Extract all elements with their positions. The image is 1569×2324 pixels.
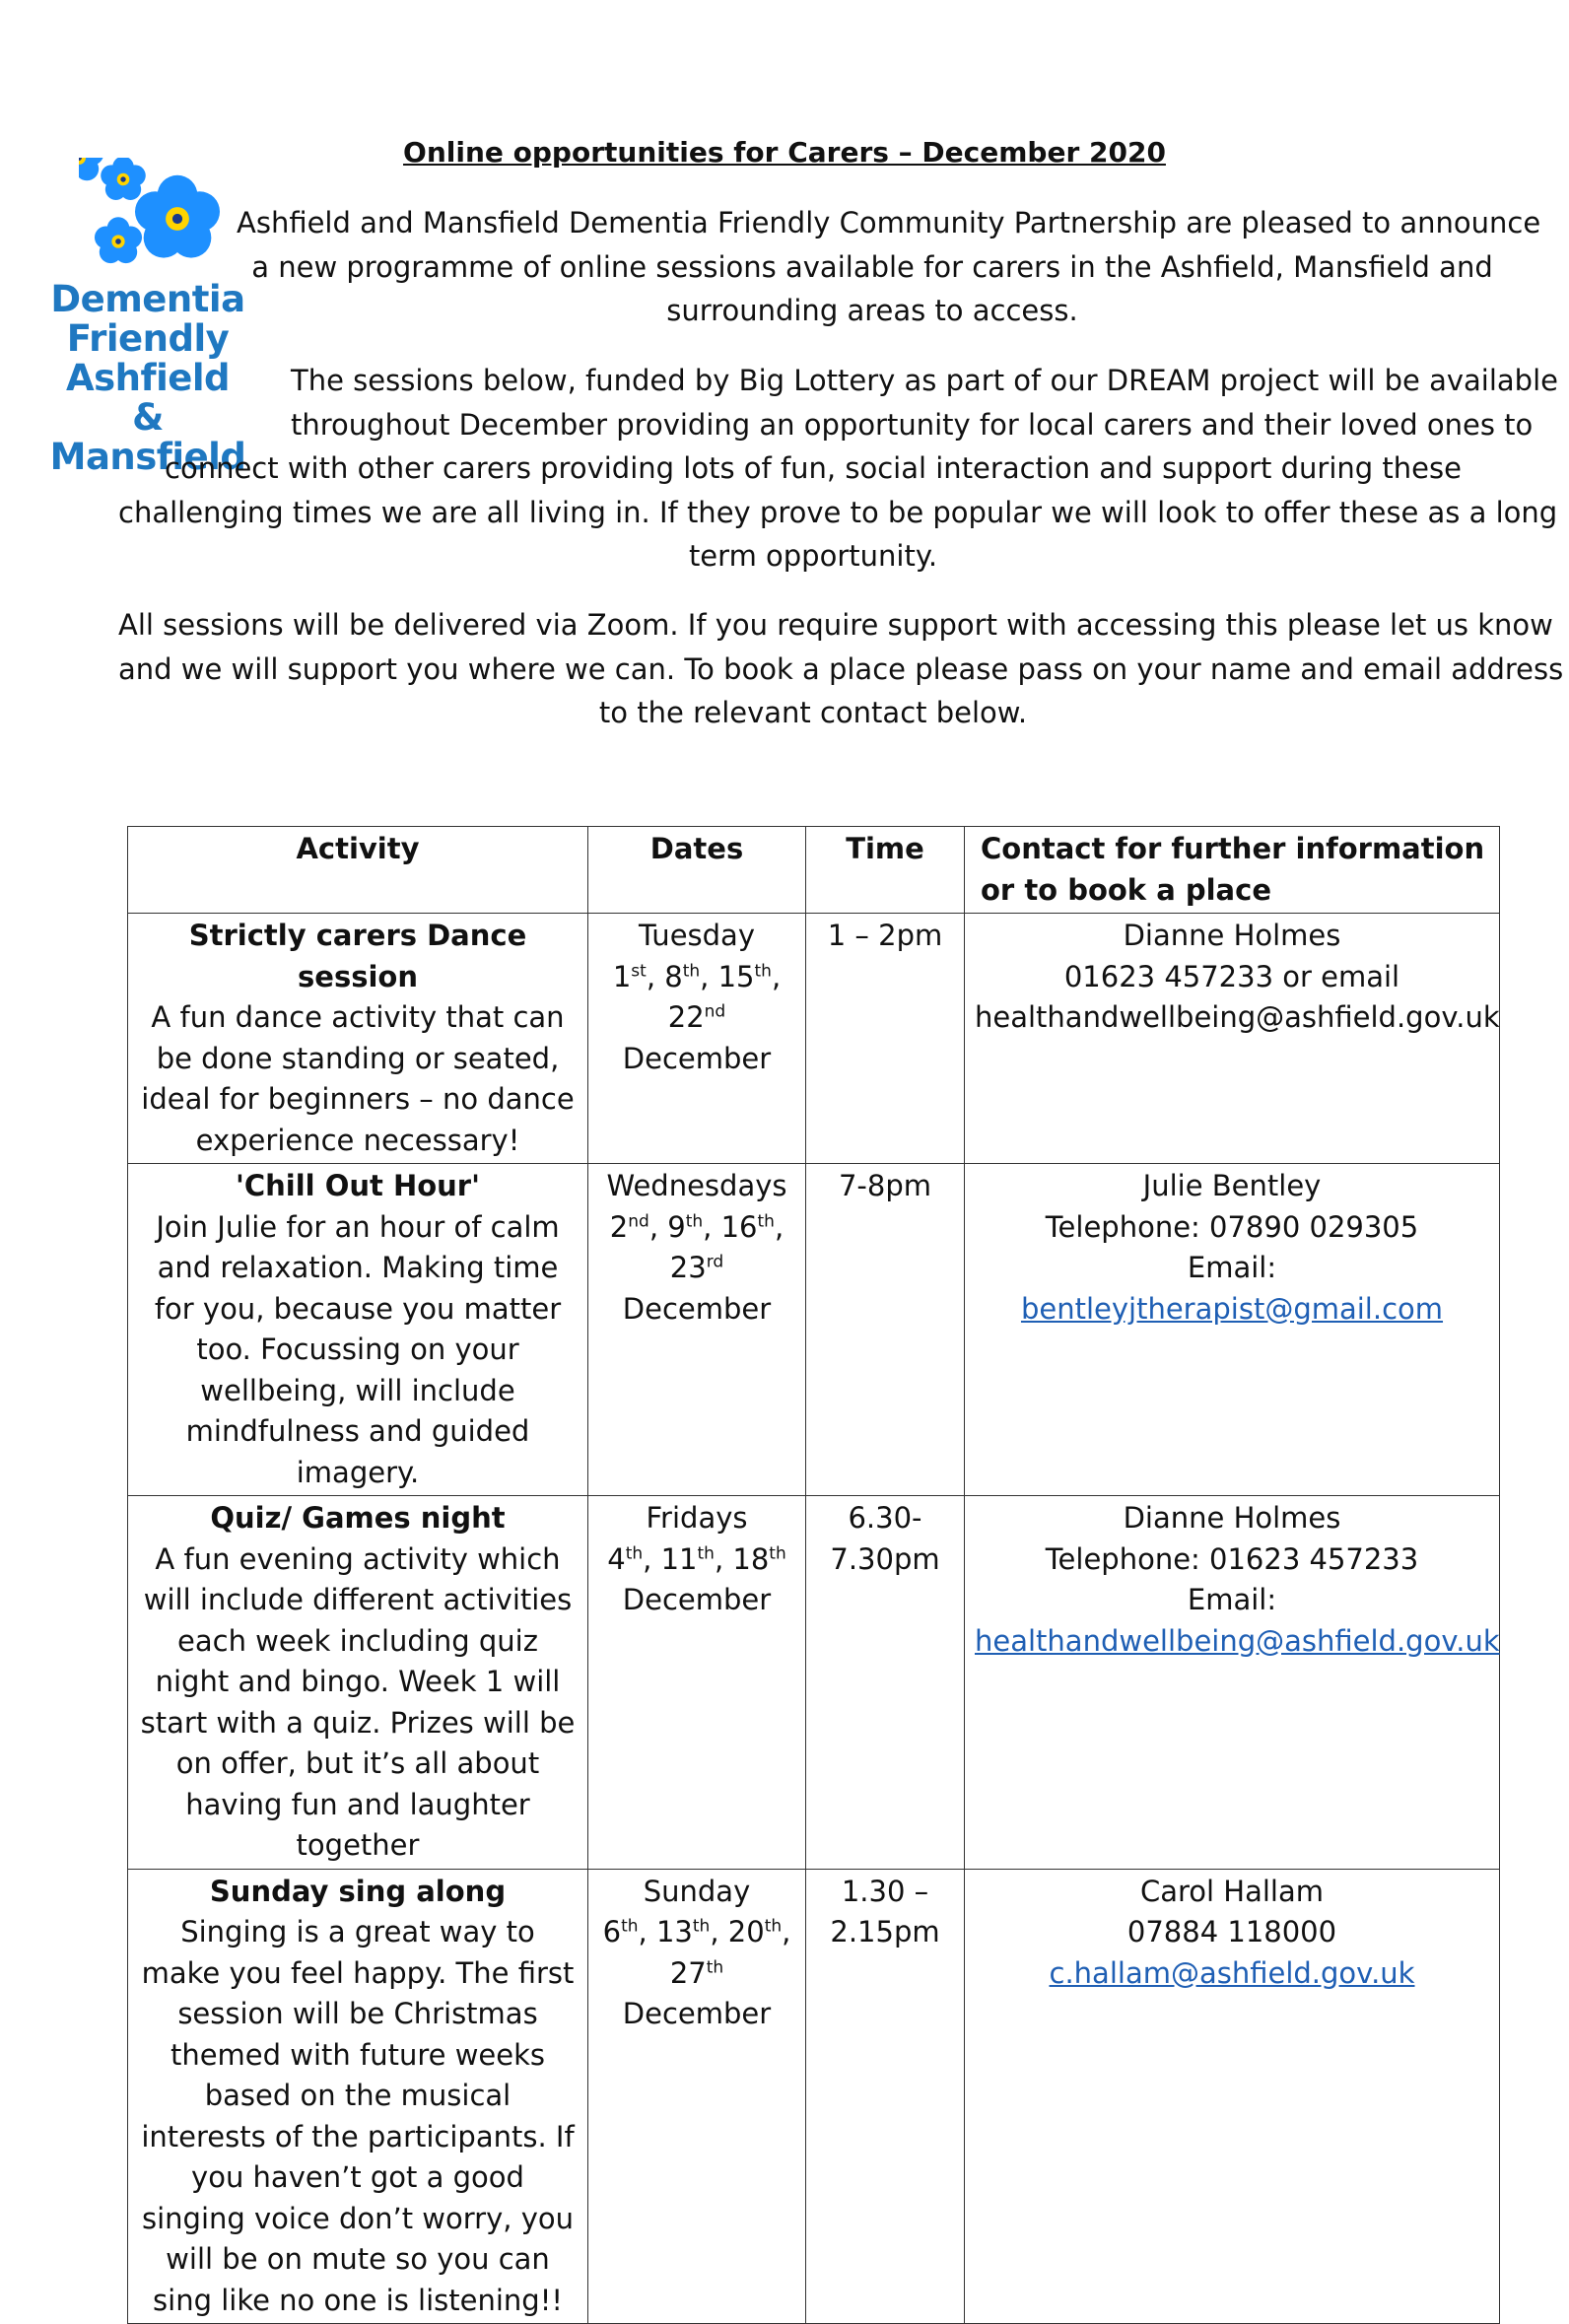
text-line: and we will support you where we can. To book a place please pass on your name and email address <box>118 651 1564 686</box>
date-day: Tuesday <box>639 919 755 952</box>
intro-paragraph-1 <box>237 201 1541 333</box>
activity-title: 'Chill Out Hour' <box>235 1169 480 1202</box>
intro-paragraph-2 <box>118 359 1558 579</box>
contact-cell <box>965 1496 1500 1870</box>
table-row <box>128 914 1500 1164</box>
dates-cell <box>588 1496 806 1870</box>
activity-title: Quiz/ Games night <box>210 1501 506 1535</box>
contact-cell <box>965 914 1500 1164</box>
date-day: Sunday <box>643 1874 751 1908</box>
activity-cell <box>128 1164 588 1496</box>
table-row <box>128 1496 1500 1870</box>
contact-name: Carol Hallam <box>1139 1874 1325 1908</box>
activity-description: Singing is a great way to make you feel happy. The first session will be Christmas themed with future weeks based on the musical interests of the participants. If you haven’t got a good singing voice don’t worry, you will be on mute so you can sing like no one is listening!! <box>141 1915 575 2317</box>
email-label: Email: <box>1187 1583 1277 1616</box>
logo-line: Dementia <box>50 278 245 320</box>
logo-line: Ashfield <box>65 357 231 399</box>
date-month: December <box>622 1997 772 2030</box>
date-month: December <box>622 1041 772 1075</box>
email-link[interactable]: healthandwellbeing@ashfield.gov.uk <box>975 1623 1500 1658</box>
time-cell: 6.30-7.30pm <box>806 1496 965 1870</box>
logo-line: Friendly <box>66 317 230 360</box>
text-line: term opportunity. <box>688 539 938 573</box>
contact-name: Dianne Holmes <box>1123 919 1341 952</box>
time-cell: 1 – 2pm <box>806 914 965 1164</box>
contact-cell <box>965 1164 1500 1496</box>
forget-me-not-flowers-icon <box>79 158 227 276</box>
contact-phone: Telephone: 01623 457233 <box>1045 1541 1419 1576</box>
dates-cell <box>588 1164 806 1496</box>
date-list: 1st, 8th, 15th, 22nd <box>612 959 782 1034</box>
date-list: 2nd, 9th, 16th, 23rd <box>609 1209 784 1284</box>
header-contact: Contact for further information or to book a place <box>965 827 1500 914</box>
table-row <box>128 1869 1500 2324</box>
header-time: Time <box>806 827 965 914</box>
header-dates: Dates <box>588 827 806 914</box>
date-month: December <box>622 1583 772 1616</box>
text-line: surrounding areas to access. <box>666 294 1078 327</box>
contact-email: healthandwellbeing@ashfield.gov.uk <box>975 1000 1500 1034</box>
activity-cell <box>128 1496 588 1870</box>
activity-description: A fun dance activity that can be done standing or seated, ideal for beginners – no dance experience necessary! <box>141 1000 575 1157</box>
contact-phone: Telephone: 07890 029305 <box>1045 1209 1419 1244</box>
activity-title: Strictly carers Dance session <box>188 919 527 993</box>
intro-paragraph-3 <box>118 603 1564 735</box>
time-cell: 1.30 – 2.15pm <box>806 1869 965 2324</box>
logo-line: & Mansfield <box>49 396 246 478</box>
activity-cell <box>128 914 588 1164</box>
activity-description: A fun evening activity which will include different activities each week including quiz night and bingo. Week 1 will start with a quiz. Prizes will be on offer, but it’s all about having fun and laughter together <box>140 1541 576 1862</box>
contact-name: Dianne Holmes <box>1123 1501 1341 1535</box>
contact-email-line <box>975 1248 1489 1330</box>
page-title: Online opportunities for Carers – December 2020 <box>403 136 1166 169</box>
activity-cell <box>128 1869 588 2324</box>
contact-phone: 07884 118000 <box>1126 1915 1337 1948</box>
email-link[interactable]: bentleyjtherapist@gmail.com <box>1020 1291 1444 1326</box>
text-line: to the relevant contact below. <box>598 696 1028 729</box>
table-header-row <box>128 827 1500 914</box>
date-list: 6th, 13th, 20th, 27th <box>602 1915 791 1990</box>
email-label: Email: <box>1187 1251 1277 1284</box>
date-day: Fridays <box>646 1501 748 1535</box>
text-line: The sessions below, funded by Big Lottery as part of our DREAM project will be available <box>291 364 1558 397</box>
text-line: challenging times we are all living in. If they prove to be popular we will look to offer these as a long <box>118 495 1558 529</box>
dates-cell <box>588 1869 806 2324</box>
text-line: connect with other carers providing lots of fun, social interaction and support during these <box>165 451 1462 485</box>
text-line: a new programme of online sessions available for carers in the Ashfield, Mansfield and <box>251 249 1493 284</box>
date-month: December <box>622 1291 772 1326</box>
sessions-table <box>127 826 1500 2324</box>
dates-cell <box>588 914 806 1164</box>
date-day: Wednesdays <box>606 1169 787 1202</box>
activity-description: Join Julie for an hour of calm and relaxation. Making time for you, because you matter too. Focussing on your wellbeing, will include mindfulness and guided imagery. <box>154 1209 562 1489</box>
date-list: 4th, 11th, 18th <box>607 1541 786 1576</box>
text-line: All sessions will be delivered via Zoom. If you require support with accessing this please let us know <box>118 608 1553 642</box>
header-activity: Activity <box>128 827 588 914</box>
contact-cell <box>965 1869 1500 2324</box>
time-cell: 7-8pm <box>806 1164 965 1496</box>
activity-title: Sunday sing along <box>209 1874 507 1908</box>
text-line: throughout December providing an opportunity for local carers and their loved ones to <box>291 407 1534 442</box>
table-row <box>128 1164 1500 1496</box>
contact-phone: 01623 457233 or email <box>1063 959 1400 993</box>
text-line: Ashfield and Mansfield Dementia Friendly Community Partnership are pleased to announce <box>237 206 1541 239</box>
email-link[interactable]: c.hallam@ashfield.gov.uk <box>1049 1955 1415 1990</box>
contact-name: Julie Bentley <box>1142 1169 1322 1202</box>
